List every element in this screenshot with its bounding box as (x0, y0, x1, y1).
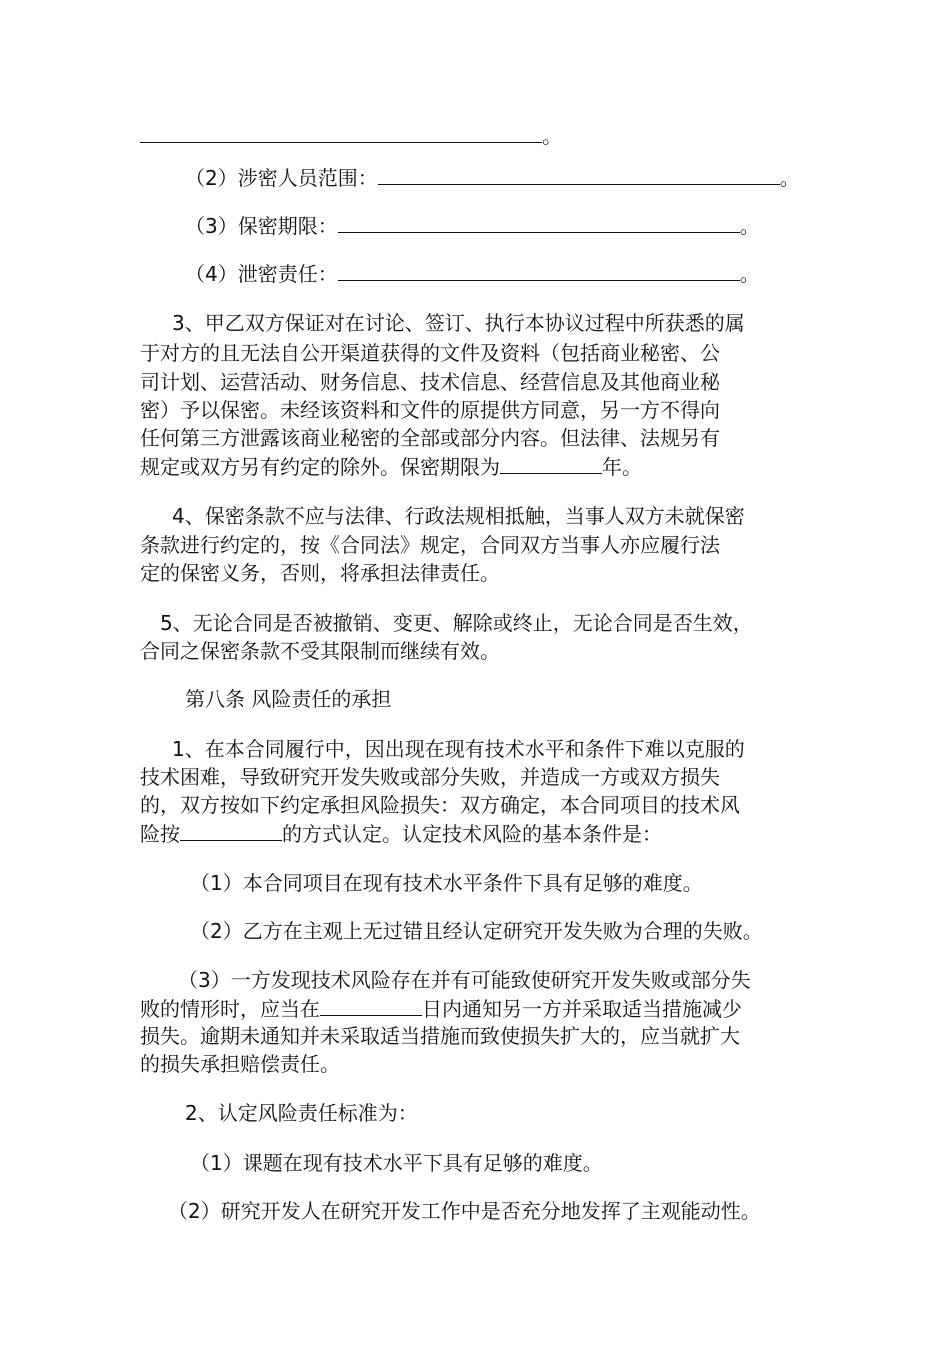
line-text: 技术困难，导致研究开发失败或部分失败，并造成一方或双方损失 (140, 765, 720, 789)
line-text: 4、保密条款不应与法律、行政法规相抵触，当事人双方未就保密 (172, 504, 745, 528)
text-line (140, 820, 662, 847)
line-text: 司计划、运营活动、财务信息、技术信息、经营信息及其他商业秘 (140, 370, 720, 394)
line-text: 的，双方按如下约定承担风险损失：双方确定，本合同项目的技术风 (140, 793, 740, 817)
text-line (172, 503, 745, 529)
line-text: （1）课题在现有技术水平下具有足够的难度。 (190, 1151, 603, 1175)
text-line (168, 1198, 761, 1224)
text-line (140, 340, 720, 366)
line-text: （2）乙方在主观上无过错且经认定研究开发失败为合理的失败。 (190, 919, 763, 943)
line-text: （3）保密期限： (185, 214, 338, 238)
line-text: 任何第三方泄露该商业秘密的全部或部分内容。但法律、法规另有 (140, 426, 720, 450)
line-text: （1）本合同项目在现有技术水平条件下具有足够的难度。 (190, 871, 703, 895)
line-text-suffix: 。 (542, 124, 562, 148)
text-line (160, 610, 753, 636)
line-text-suffix: 。 (739, 214, 760, 238)
text-line (140, 532, 720, 558)
line-text-suffix: 的方式认定。认定技术风险的基本条件是： (282, 822, 662, 846)
line-text: 的损失承担赔偿责任。 (140, 1052, 340, 1076)
line-text: 合同之保密条款不受其限制而继续有效。 (140, 639, 500, 663)
fill-in-blank (338, 212, 740, 233)
line-text-suffix: 。 (779, 166, 800, 190)
text-line (185, 212, 760, 239)
text-line (185, 164, 800, 191)
section-title: 第八条 风险责任的承担 (185, 687, 392, 711)
line-text-suffix: 年。 (602, 455, 642, 479)
fill-in-blank (320, 995, 422, 1016)
line-text: 条款进行约定的，按《合同法》规定，合同双方当事人亦应履行法 (140, 533, 720, 557)
text-line (140, 792, 740, 818)
line-text: 败的情形时，应当在 (140, 997, 320, 1021)
text-line (140, 122, 562, 149)
text-line (140, 369, 720, 395)
text-line (190, 1150, 603, 1176)
line-text: （2）涉密人员范围： (185, 166, 378, 190)
line-text: （3）一方发现技术风险存在并有可能致使研究开发失败或部分失 (178, 968, 751, 992)
line-text: 损失。逾期未通知并未采取适当措施而致使损失扩大的，应当就扩大 (140, 1024, 740, 1048)
text-line (140, 1023, 740, 1049)
text-line (140, 453, 642, 480)
text-line (185, 260, 760, 287)
text-line (190, 870, 703, 896)
text-line (185, 1100, 418, 1126)
line-text: 2、认定风险责任标准为： (185, 1101, 418, 1125)
line-text: 定的保密义务，否则，将承担法律责任。 (140, 561, 500, 585)
line-text: 于对方的且无法自公开渠道获得的文件及资料（包括商业秘密、公 (140, 341, 720, 365)
text-line (172, 310, 745, 336)
fill-in-blank (338, 260, 740, 281)
line-text: 5、无论合同是否被撤销、变更、解除或终止，无论合同是否生效， (160, 611, 753, 635)
text-line (178, 967, 751, 993)
section-heading (185, 686, 391, 712)
text-line (140, 560, 500, 586)
line-text-suffix: 。 (739, 262, 760, 286)
line-text: （2）研究开发人在研究开发工作中是否充分地发挥了主观能动性。 (168, 1199, 761, 1223)
line-text: 3、甲乙双方保证对在讨论、签订、执行本协议过程中所获悉的属 (172, 311, 745, 335)
text-line (140, 425, 720, 451)
line-text: 规定或双方另有约定的除外。保密期限为 (140, 455, 500, 479)
line-text: 险按 (140, 822, 180, 846)
text-line (190, 918, 763, 944)
text-line (140, 995, 742, 1022)
line-text: （4）泄密责任： (185, 262, 338, 286)
line-text-suffix: 日内通知另一方并采取适当措施减少 (422, 997, 742, 1021)
text-line (140, 1051, 340, 1077)
fill-in-blank (140, 122, 542, 143)
text-line (140, 397, 720, 423)
text-line (172, 736, 745, 762)
text-line (140, 764, 720, 790)
line-text: 1、在本合同履行中，因出现在现有技术水平和条件下难以克服的 (172, 737, 745, 761)
fill-in-blank (500, 453, 602, 474)
fill-in-blank (180, 820, 282, 841)
fill-in-blank (378, 164, 780, 185)
line-text: 密）予以保密。未经该资料和文件的原提供方同意，另一方不得向 (140, 398, 720, 422)
text-line (140, 638, 500, 664)
